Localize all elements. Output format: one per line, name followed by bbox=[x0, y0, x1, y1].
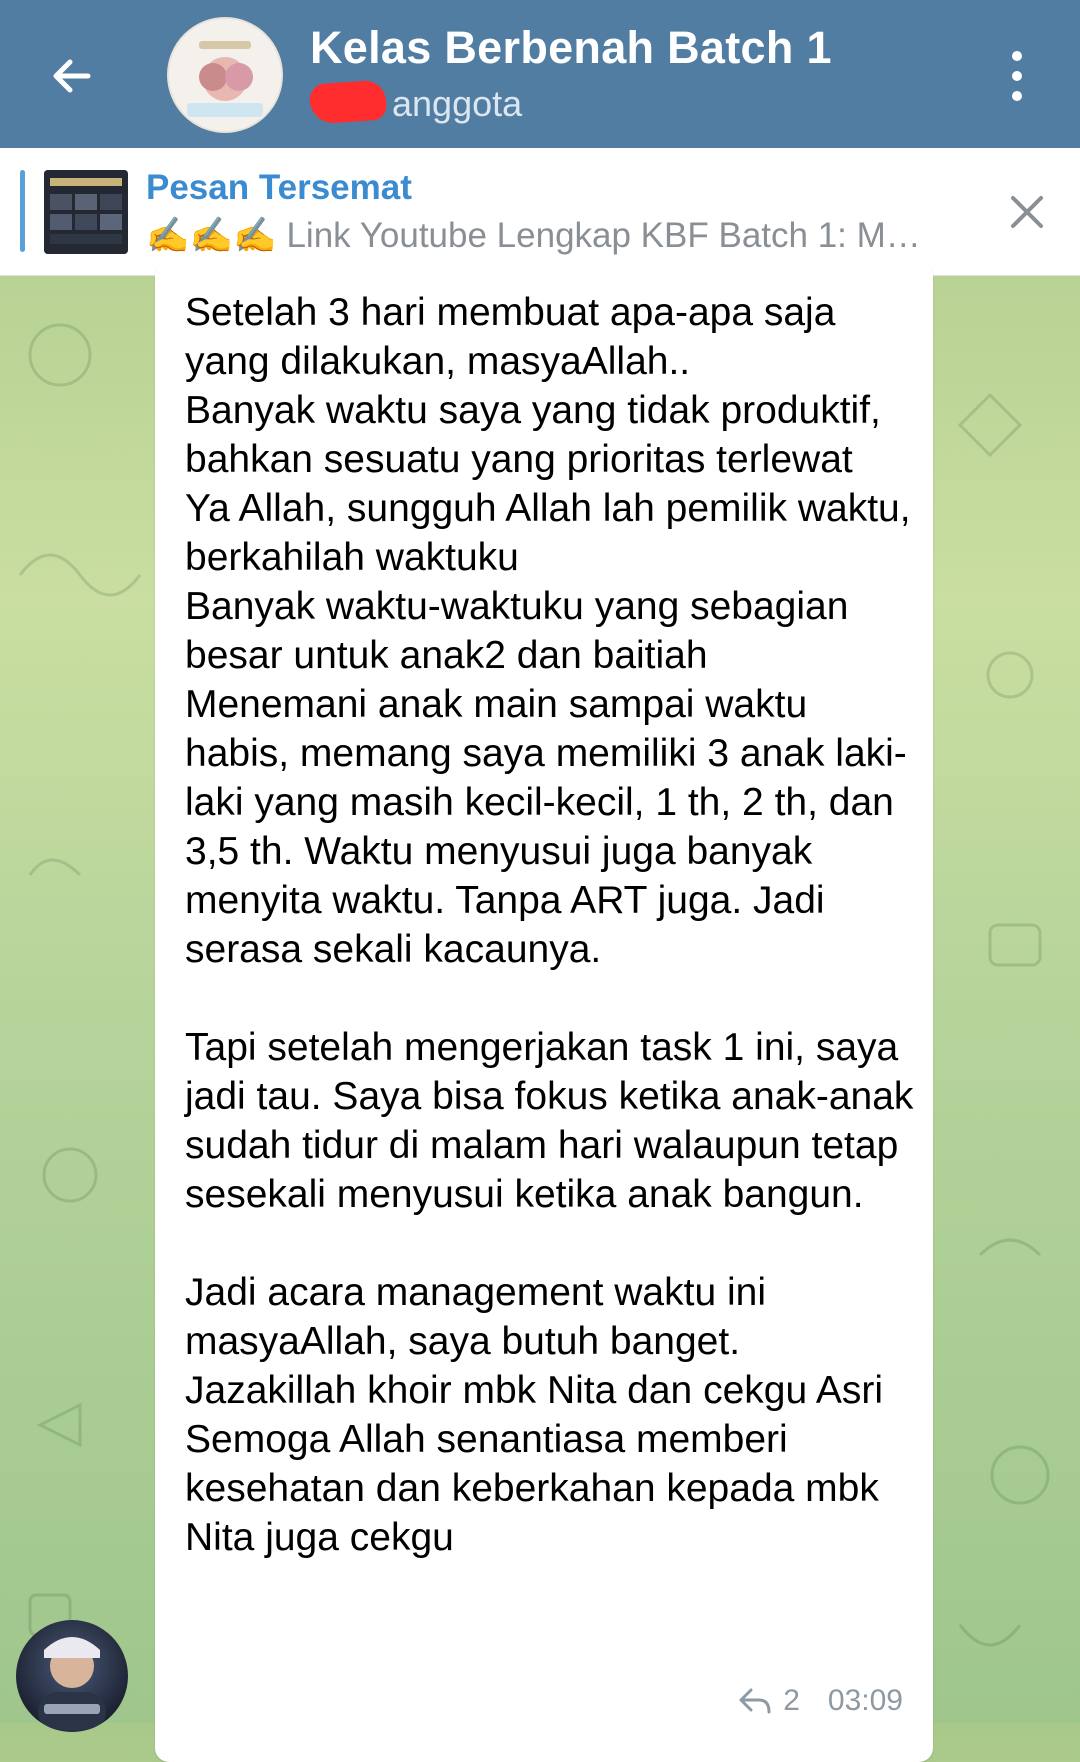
more-vertical-icon-dot bbox=[1012, 71, 1022, 81]
pinned-preview: ✍️✍️✍️ Link Youtube Lengkap KBF Batch 1: M… bbox=[146, 216, 921, 255]
group-title: Kelas Berbenah Batch 1 bbox=[310, 22, 832, 73]
unpin-close-button[interactable] bbox=[1005, 190, 1049, 234]
pinned-indicator bbox=[20, 170, 25, 252]
arrow-left-icon bbox=[48, 52, 96, 100]
message-text: Setelah 3 hari membuat apa-apa saja yang dilakukan, masyaAllah.. Banyak waktu saya yang tidak produktif, bahkan sesuatu yang prioritas terlewat Ya Allah, sungguh Allah lah pemilik waktu, berkahilah waktuku Banyak waktu-waktuku yang sebagian besar untuk anak2 dan baitiah Menemani anak main sampai waktu habis, memang saya memiliki 3 anak laki-laki yang masih kecil-kecil, 1 th, 2 th, dan 3,5 th. Waktu menyusui juga banyak menyita waktu. Tanpa ART juga. Jadi serasa sekali kacaunya. Tapi setelah mengerjakan task 1 ini, saya jadi tau. Saya bisa fokus ketika anak-anak sudah tidur di malam hari walaupun tetap sesekali menyusui ketika anak bangun. Jadi acara management waktu ini masyaAllah, saya butuh banget. Jazakillah khoir mbk Nita dan cekgu Asri Semoga Allah senantiasa memberi kesehatan dan keberkahan kepada mbk Nita juga cekgu bbox=[185, 291, 914, 1559]
more-vertical-icon-dot bbox=[1012, 91, 1022, 101]
reply-count: 2 bbox=[783, 1684, 800, 1717]
more-vertical-icon bbox=[1012, 51, 1022, 61]
sender-avatar[interactable] bbox=[16, 1620, 128, 1732]
close-icon bbox=[1005, 190, 1049, 234]
message-time: 03:09 bbox=[827, 1684, 903, 1717]
pinned-thumbnail bbox=[44, 170, 128, 254]
message-meta bbox=[737, 1684, 903, 1718]
redaction-mark bbox=[309, 79, 388, 124]
group-avatar-image bbox=[169, 19, 281, 131]
back-button[interactable] bbox=[40, 44, 104, 108]
message-bubble[interactable] bbox=[155, 262, 933, 1762]
sender-avatar-image bbox=[16, 1620, 128, 1732]
reply-icon bbox=[737, 1686, 773, 1716]
member-count-label: anggota bbox=[392, 83, 523, 124]
pinned-message-bar[interactable] bbox=[0, 148, 1080, 276]
member-count bbox=[310, 82, 522, 125]
group-avatar[interactable] bbox=[167, 17, 283, 133]
chat-header bbox=[0, 0, 1080, 148]
pinned-title: Pesan Tersemat bbox=[146, 168, 412, 207]
more-options-button[interactable] bbox=[995, 44, 1039, 108]
